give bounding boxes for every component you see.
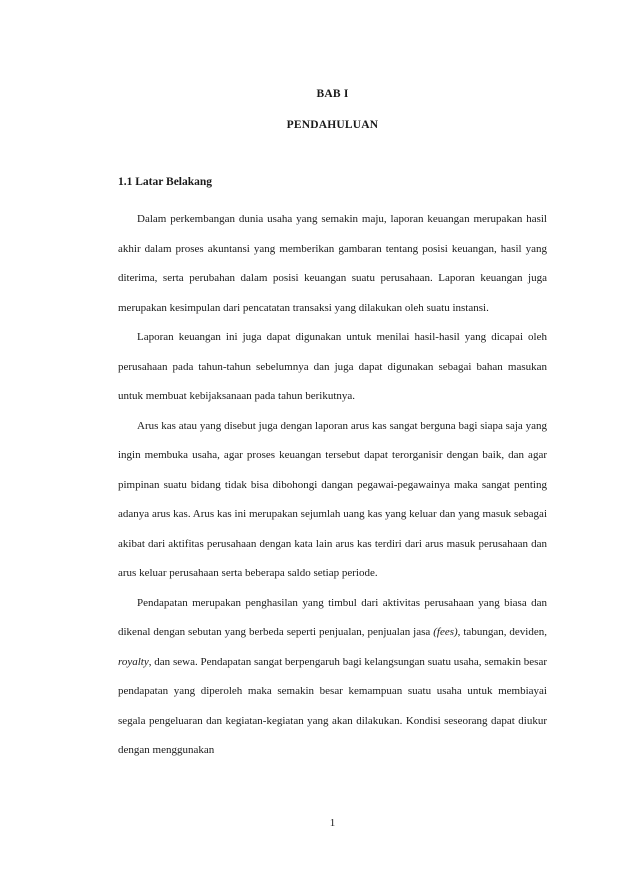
paragraph: Arus kas atau yang disebut juga dengan laporan arus kas sangat berguna bagi siapa saja yang ingin membuka usaha, agar proses keuangan tersebut dapat terorganisir dengan baik, dan agar pimpinan suatu bidang tidak bisa dibohongi dangan pegawai-pegawainya maka sangat penting adanya arus kas. Arus kas ini merupakan sejumlah uang kas yang keluar dan yang masuk sebagai akibat dari aktifitas perusahaan dengan kata lain arus kas terdiri dari arus masuk perusahaan dan arus keluar perusahaan serta beberapa saldo setiap periode. xyxy=(118,419,547,579)
paragraph-text: , dan sewa. Pendapatan sangat berpengaruh bagi kelangsungan suatu usaha, semakin besar pendapatan yang diperoleh maka semakin besar kemampuan suatu usaha untuk membiayai segala pengeluaran dan kegiatan-kegiatan yang akan dilakukan. Kondisi seseorang dapat diukur dengan menggunakan xyxy=(118,655,547,756)
paragraph-text: Pendapatan merupakan penghasilan yang timbul dari aktivitas perusahaan yang biasa dan dikenal dengan sebutan yang berbeda seperti penjualan, penjualan jasa xyxy=(118,596,547,638)
section-heading: 1.1 Latar Belakang xyxy=(118,176,213,188)
paragraph xyxy=(118,589,547,766)
body-text xyxy=(118,205,547,766)
chapter-title: PENDAHULUAN xyxy=(286,119,379,131)
italic-term-fees: (fees) xyxy=(433,626,458,638)
paragraph-text: , tabungan, deviden, xyxy=(457,626,547,638)
chapter-number: BAB I xyxy=(316,88,349,100)
paragraph: Dalam perkembangan dunia usaha yang semakin maju, laporan keuangan merupakan hasil akhir dalam proses akuntansi yang memberikan gambaran tentang posisi keuangan, hasil yang diterima, serta perubahan dalam posisi keuangan suatu perusahaan. Laporan keuangan juga merupakan kesimpulan dari pencatatan transaksi yang dilakukan oleh suatu instansi. xyxy=(118,213,547,314)
page-number: 1 xyxy=(329,817,336,829)
paragraph: Laporan keuangan ini juga dapat digunakan untuk menilai hasil-hasil yang dicapai oleh perusahaan pada tahun-tahun sebelumnya dan juga dapat digunakan sebagai bahan masukan untuk membuat kebijaksanaan pada tahun berikutnya. xyxy=(118,331,547,402)
italic-term-royalty: royalty xyxy=(118,655,149,668)
